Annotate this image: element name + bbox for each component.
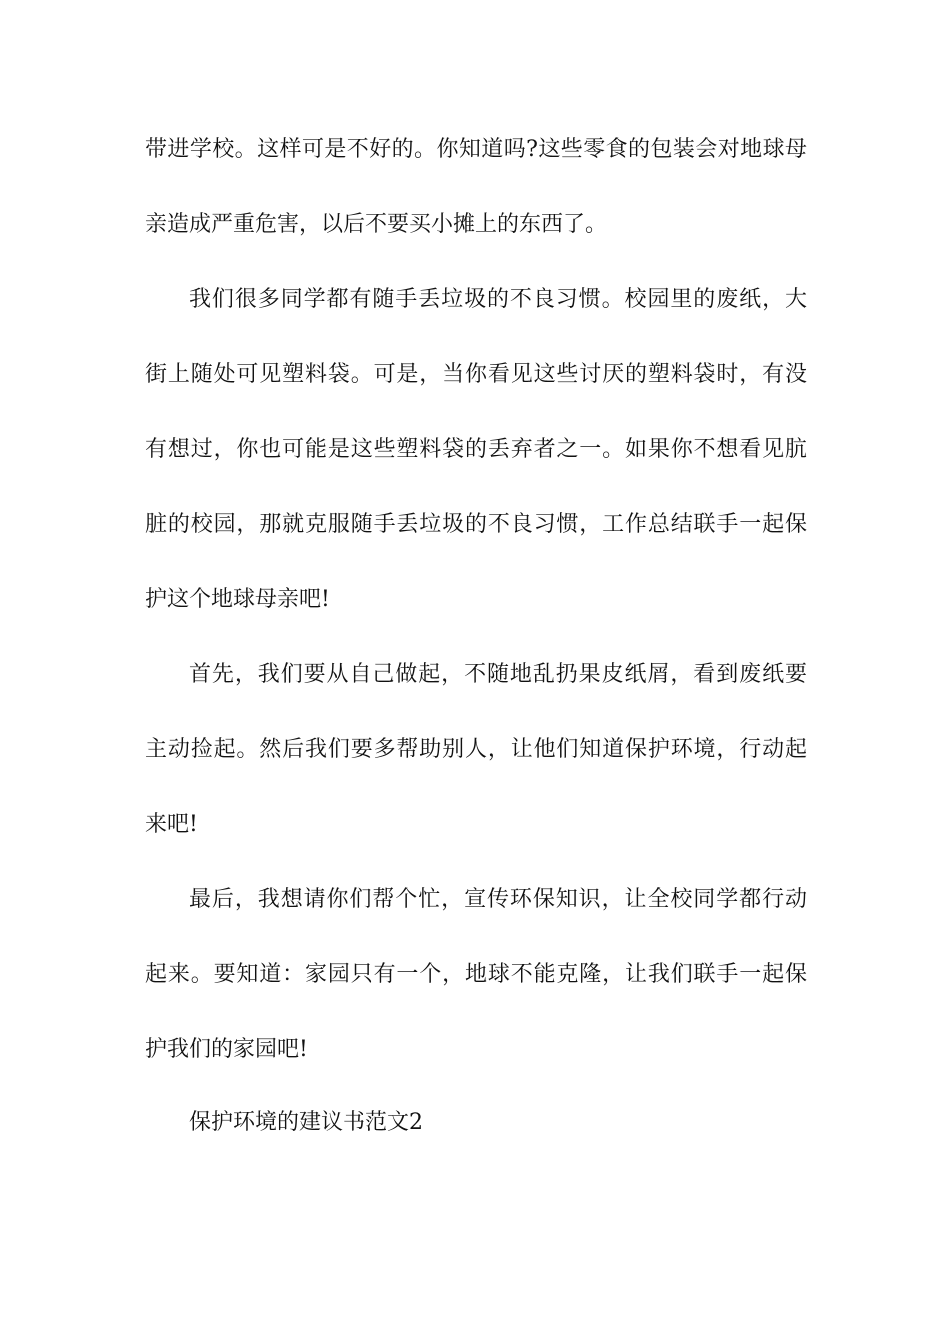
paragraph-line: 带进学校。这样可是不好的。你知道吗?这些零食的包装会对地球母 [145,137,807,162]
paragraph-line: 亲造成严重危害，以后不要买小摊上的东西了。 [145,212,608,237]
paragraph-line: 起来。要知道：家园只有一个，地球不能克隆，让我们联手一起保 [145,962,807,987]
paragraph-line: 我们很多同学都有随手丢垃圾的不良习惯。校园里的废纸，大 [189,287,807,312]
paragraph-line: 来吧! [145,812,198,837]
paragraph-line: 主动捡起。然后我们要多帮助别人，让他们知道保护环境，行动起 [145,737,807,762]
paragraph-line: 街上随处可见塑料袋。可是，当你看见这些讨厌的塑料袋时，有没 [145,362,807,387]
paragraph-line: 最后，我想请你们帮个忙，宣传环保知识，让全校同学都行动 [189,887,807,912]
paragraph-line: 有想过，你也可能是这些塑料袋的丢弃者之一。如果你不想看见肮 [145,437,807,462]
paragraph-line: 脏的校园，那就克服随手丢垃圾的不良习惯，工作总结联手一起保 [145,512,807,537]
paragraph-line: 首先，我们要从自己做起，不随地乱扔果皮纸屑，看到废纸要 [189,662,807,687]
paragraph-line: 护这个地球母亲吧! [145,587,330,612]
section-heading: 保护环境的建议书范文2 [189,1110,423,1135]
paragraph-line: 护我们的家园吧! [145,1037,308,1062]
